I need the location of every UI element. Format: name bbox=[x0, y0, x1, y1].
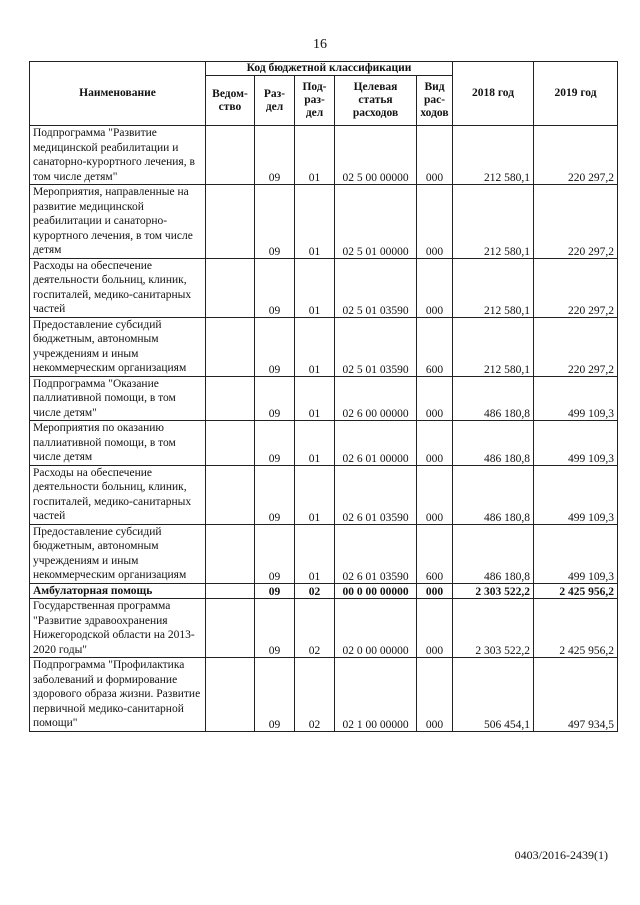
header-department: Ведом- ство bbox=[206, 76, 255, 126]
row-expense-kind: 000 bbox=[417, 583, 453, 599]
row-name: Подпрограмма "Оказание паллиативной помощи, в том числе детям" bbox=[30, 376, 206, 421]
row-target-article: 02 5 01 03590 bbox=[335, 258, 417, 317]
row-amount-2018: 486 180,8 bbox=[453, 465, 534, 524]
row-subsection: 01 bbox=[295, 465, 335, 524]
row-target-article: 02 6 01 03590 bbox=[335, 465, 417, 524]
row-department bbox=[206, 465, 255, 524]
row-name: Амбулаторная помощь bbox=[30, 583, 206, 599]
row-amount-2019: 220 297,2 bbox=[534, 185, 618, 259]
row-amount-2019: 220 297,2 bbox=[534, 317, 618, 376]
row-department bbox=[206, 317, 255, 376]
row-amount-2018: 212 580,1 bbox=[453, 317, 534, 376]
row-subsection: 01 bbox=[295, 126, 335, 185]
row-amount-2018: 212 580,1 bbox=[453, 185, 534, 259]
budget-table bbox=[29, 61, 618, 732]
row-subsection: 01 bbox=[295, 524, 335, 583]
row-target-article: 00 0 00 00000 bbox=[335, 583, 417, 599]
row-expense-kind: 000 bbox=[417, 421, 453, 466]
table-row bbox=[30, 465, 618, 524]
row-subsection: 01 bbox=[295, 185, 335, 259]
row-name: Мероприятия по оказанию паллиативной помощи, в том числе детям bbox=[30, 421, 206, 466]
row-amount-2018: 212 580,1 bbox=[453, 258, 534, 317]
table-row bbox=[30, 583, 618, 599]
table-row bbox=[30, 658, 618, 732]
table-row bbox=[30, 126, 618, 185]
table-row bbox=[30, 376, 618, 421]
row-department bbox=[206, 258, 255, 317]
row-department bbox=[206, 376, 255, 421]
row-amount-2018: 2 303 522,2 bbox=[453, 599, 534, 658]
row-name: Государственная программа "Развитие здравоохранения Нижегородской области на 2013-2020 годы" bbox=[30, 599, 206, 658]
row-section: 09 bbox=[255, 583, 295, 599]
header-2019: 2019 год bbox=[534, 62, 618, 126]
row-subsection: 02 bbox=[295, 658, 335, 732]
row-amount-2019: 220 297,2 bbox=[534, 258, 618, 317]
header-section: Раз- дел bbox=[255, 76, 295, 126]
row-expense-kind: 000 bbox=[417, 599, 453, 658]
row-expense-kind: 000 bbox=[417, 658, 453, 732]
row-expense-kind: 000 bbox=[417, 465, 453, 524]
row-section: 09 bbox=[255, 524, 295, 583]
row-department bbox=[206, 126, 255, 185]
row-section: 09 bbox=[255, 465, 295, 524]
row-subsection: 01 bbox=[295, 376, 335, 421]
row-name: Мероприятия, направленные на развитие медицинской реабилитации и санаторно-курортного лечения, в том числе детям bbox=[30, 185, 206, 259]
row-section: 09 bbox=[255, 317, 295, 376]
row-target-article: 02 0 00 00000 bbox=[335, 599, 417, 658]
table-row bbox=[30, 258, 618, 317]
row-target-article: 02 5 00 00000 bbox=[335, 126, 417, 185]
row-department bbox=[206, 524, 255, 583]
row-amount-2018: 486 180,8 bbox=[453, 524, 534, 583]
header-2018: 2018 год bbox=[453, 62, 534, 126]
table-row bbox=[30, 421, 618, 466]
row-target-article: 02 6 01 03590 bbox=[335, 524, 417, 583]
row-name: Подпрограмма "Развитие медицинской реабилитации и санаторно-курортного лечения, в том числе детям" bbox=[30, 126, 206, 185]
row-name: Предоставление субсидий бюджетным, автономным учреждениям и иным некоммерческим организациям bbox=[30, 524, 206, 583]
table-row bbox=[30, 599, 618, 658]
row-subsection: 01 bbox=[295, 317, 335, 376]
row-target-article: 02 5 01 00000 bbox=[335, 185, 417, 259]
row-subsection: 02 bbox=[295, 583, 335, 599]
row-section: 09 bbox=[255, 599, 295, 658]
row-amount-2019: 497 934,5 bbox=[534, 658, 618, 732]
row-amount-2019: 499 109,3 bbox=[534, 421, 618, 466]
row-section: 09 bbox=[255, 126, 295, 185]
page-number: 16 bbox=[313, 37, 327, 52]
row-amount-2019: 499 109,3 bbox=[534, 376, 618, 421]
row-amount-2018: 2 303 522,2 bbox=[453, 583, 534, 599]
row-amount-2019: 2 425 956,2 bbox=[534, 599, 618, 658]
row-section: 09 bbox=[255, 185, 295, 259]
row-department bbox=[206, 185, 255, 259]
row-section: 09 bbox=[255, 658, 295, 732]
row-section: 09 bbox=[255, 421, 295, 466]
row-department bbox=[206, 421, 255, 466]
row-amount-2019: 499 109,3 bbox=[534, 465, 618, 524]
row-department bbox=[206, 599, 255, 658]
row-expense-kind: 000 bbox=[417, 126, 453, 185]
header-code-group: Код бюджетной классификации bbox=[206, 62, 453, 76]
row-amount-2019: 499 109,3 bbox=[534, 524, 618, 583]
row-section: 09 bbox=[255, 376, 295, 421]
row-section: 09 bbox=[255, 258, 295, 317]
row-expense-kind: 000 bbox=[417, 258, 453, 317]
header-name: Наименование bbox=[30, 62, 206, 126]
row-amount-2018: 506 454,1 bbox=[453, 658, 534, 732]
header-target-article: Целевая статья расходов bbox=[335, 76, 417, 126]
row-name: Предоставление субсидий бюджетным, автономным учреждениям и иным некоммерческим организациям bbox=[30, 317, 206, 376]
row-amount-2018: 212 580,1 bbox=[453, 126, 534, 185]
row-subsection: 01 bbox=[295, 421, 335, 466]
document-code: 0403/2016-2439(1) bbox=[514, 848, 608, 862]
row-name: Расходы на обеспечение деятельности больниц, клиник, госпиталей, медико-санитарных частей bbox=[30, 465, 206, 524]
row-expense-kind: 600 bbox=[417, 317, 453, 376]
row-amount-2019: 2 425 956,2 bbox=[534, 583, 618, 599]
row-expense-kind: 000 bbox=[417, 376, 453, 421]
table-body bbox=[30, 126, 618, 732]
table-row bbox=[30, 524, 618, 583]
row-target-article: 02 1 00 00000 bbox=[335, 658, 417, 732]
row-amount-2018: 486 180,8 bbox=[453, 421, 534, 466]
row-subsection: 02 bbox=[295, 599, 335, 658]
header-expense-kind: Вид рас- ходов bbox=[417, 76, 453, 126]
row-expense-kind: 000 bbox=[417, 185, 453, 259]
row-amount-2018: 486 180,8 bbox=[453, 376, 534, 421]
row-department bbox=[206, 658, 255, 732]
row-target-article: 02 6 00 00000 bbox=[335, 376, 417, 421]
row-name: Расходы на обеспечение деятельности больниц, клиник, госпиталей, медико-санитарных частей bbox=[30, 258, 206, 317]
row-target-article: 02 5 01 03590 bbox=[335, 317, 417, 376]
row-department bbox=[206, 583, 255, 599]
row-amount-2019: 220 297,2 bbox=[534, 126, 618, 185]
row-target-article: 02 6 01 00000 bbox=[335, 421, 417, 466]
row-name: Подпрограмма "Профилактика заболеваний и формирование здорового образа жизни. Развитие первичной медико-санитарной помощи" bbox=[30, 658, 206, 732]
table-row bbox=[30, 317, 618, 376]
table-row bbox=[30, 185, 618, 259]
row-subsection: 01 bbox=[295, 258, 335, 317]
row-expense-kind: 600 bbox=[417, 524, 453, 583]
header-subsection: Под- раз- дел bbox=[295, 76, 335, 126]
